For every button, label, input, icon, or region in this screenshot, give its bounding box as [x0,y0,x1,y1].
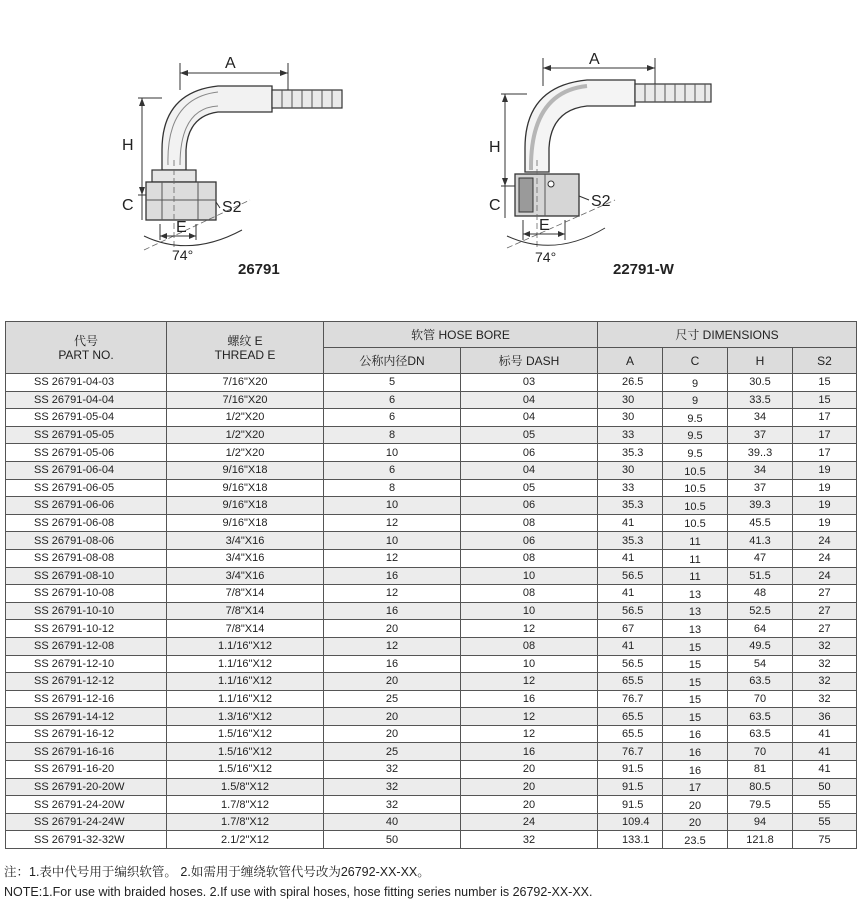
cell-dn: 32 [324,761,461,779]
cell-dash: 04 [461,461,598,479]
cell-part-no: SS 26791-14-12 [6,708,167,726]
cell-h: 63.5 [728,673,793,691]
cell-thread: 1.1/16"X12 [167,690,324,708]
cell-part-no: SS 26791-05-06 [6,444,167,462]
cell-dn: 8 [324,479,461,497]
cell-c: 10.5 [663,479,728,497]
cell-c: 20 [663,796,728,814]
cell-h: 39.3 [728,497,793,515]
cell-a: 91.5 [598,761,663,779]
cell-h: 94 [728,813,793,831]
cell-dash: 32 [461,831,598,849]
cell-dn: 25 [324,690,461,708]
cell-thread: 1.3/16"X12 [167,708,324,726]
header-thread [167,322,324,374]
cell-s2: 55 [793,796,857,814]
cell-s2: 41 [793,725,857,743]
cell-h: 54 [728,655,793,673]
cell-c: 9.5 [663,444,728,462]
cell-h: 41.3 [728,532,793,550]
cell-dash: 08 [461,637,598,655]
table-row [6,409,857,427]
dim-label-a: A [225,55,236,72]
cell-thread: 9/16"X18 [167,479,324,497]
cell-dn: 16 [324,602,461,620]
cell-s2: 17 [793,426,857,444]
cell-dash: 12 [461,708,598,726]
cell-part-no: SS 26791-16-16 [6,743,167,761]
cell-a: 41 [598,514,663,532]
cell-dash: 05 [461,479,598,497]
cell-thread: 1.5/16"X12 [167,761,324,779]
table-row [6,549,857,567]
dim-label-h: H [122,137,134,154]
cell-part-no: SS 26791-16-20 [6,761,167,779]
cell-thread: 9/16"X18 [167,497,324,515]
cell-c: 11 [663,549,728,567]
elbow-fitting-diagram [100,0,400,300]
table-body [6,374,857,849]
cell-s2: 50 [793,778,857,796]
cell-thread: 1.1/16"X12 [167,673,324,691]
cell-s2: 32 [793,673,857,691]
cell-s2: 19 [793,497,857,515]
cell-thread: 1.5/16"X12 [167,725,324,743]
spec-table [5,321,857,849]
cell-dash: 10 [461,655,598,673]
dim-label-c: C [489,197,501,214]
cell-s2: 41 [793,761,857,779]
table-row [6,813,857,831]
cell-dn: 6 [324,391,461,409]
cell-c: 11 [663,567,728,585]
cell-part-no: SS 26791-05-04 [6,409,167,427]
cell-a: 65.5 [598,708,663,726]
cell-a: 41 [598,585,663,603]
cell-dn: 20 [324,725,461,743]
cell-dash: 05 [461,426,598,444]
cell-dn: 12 [324,514,461,532]
cell-thread: 9/16"X18 [167,514,324,532]
dim-label-e: E [176,219,187,236]
drawings-area [0,0,860,300]
cell-part-no: SS 26791-10-12 [6,620,167,638]
cell-dn: 50 [324,831,461,849]
cell-dn: 25 [324,743,461,761]
cell-a: 76.7 [598,743,663,761]
table-row [6,497,857,515]
cell-dash: 24 [461,813,598,831]
cell-dash: 08 [461,549,598,567]
cell-part-no: SS 26791-08-10 [6,567,167,585]
table-header [6,322,857,374]
cell-thread: 7/16"X20 [167,374,324,392]
notes [4,862,592,902]
cell-s2: 32 [793,655,857,673]
cell-s2: 24 [793,532,857,550]
cell-a: 56.5 [598,602,663,620]
table-row [6,673,857,691]
header-part-no-en: PART NO. [58,347,114,362]
cell-h: 64 [728,620,793,638]
cell-s2: 27 [793,620,857,638]
cell-thread: 1.1/16"X12 [167,637,324,655]
table-row [6,585,857,603]
cell-part-no: SS 26791-12-08 [6,637,167,655]
cell-a: 41 [598,549,663,567]
table-row [6,637,857,655]
cell-dn: 20 [324,708,461,726]
cell-dn: 10 [324,444,461,462]
cell-dn: 32 [324,796,461,814]
cell-dn: 6 [324,461,461,479]
cell-a: 33 [598,479,663,497]
header-thread-cn: 螺纹 E [227,333,263,348]
cell-part-no: SS 26791-06-06 [6,497,167,515]
cell-h: 52.5 [728,602,793,620]
cell-h: 51.5 [728,567,793,585]
cell-h: 49.5 [728,637,793,655]
cell-part-no: SS 26791-06-05 [6,479,167,497]
cell-c: 15 [663,708,728,726]
note-chinese: 注：1.表中代号用于编织软管。 2.如需用于缠绕软管代号改为26792-XX-XX。 [4,865,430,879]
cell-c: 13 [663,602,728,620]
cell-dn: 40 [324,813,461,831]
cell-h: 34 [728,461,793,479]
header-a: A [598,348,663,374]
cell-c: 13 [663,585,728,603]
cell-c: 16 [663,725,728,743]
cell-part-no: SS 26791-10-10 [6,602,167,620]
cell-s2: 17 [793,444,857,462]
table-row [6,725,857,743]
cell-c: 9.5 [663,426,728,444]
cell-part-no: SS 26791-24-24W [6,813,167,831]
cell-h: 81 [728,761,793,779]
table-row [6,514,857,532]
cell-dash: 06 [461,497,598,515]
cell-dn: 10 [324,532,461,550]
cell-part-no: SS 26791-12-10 [6,655,167,673]
cell-a: 76.7 [598,690,663,708]
cell-a: 30 [598,409,663,427]
cell-dash: 04 [461,409,598,427]
table-row [6,620,857,638]
cell-c: 10.5 [663,514,728,532]
cell-c: 16 [663,761,728,779]
cell-s2: 55 [793,813,857,831]
cell-part-no: SS 26791-08-08 [6,549,167,567]
header-h: H [728,348,793,374]
cell-dash: 06 [461,444,598,462]
table-row [6,567,857,585]
cell-thread: 2.1/2"X12 [167,831,324,849]
cell-a: 65.5 [598,673,663,691]
cell-s2: 24 [793,549,857,567]
cell-c: 17 [663,778,728,796]
cell-a: 35.3 [598,444,663,462]
angle-label: 74° [535,249,557,265]
cell-part-no: SS 26791-10-08 [6,585,167,603]
cell-dash: 08 [461,585,598,603]
cell-c: 13 [663,620,728,638]
cell-a: 133.1 [598,831,663,849]
cell-h: 34 [728,409,793,427]
cell-dash: 12 [461,673,598,691]
cell-dn: 10 [324,497,461,515]
model-number: 22791-W [613,261,674,278]
cell-h: 79.5 [728,796,793,814]
cell-c: 10.5 [663,461,728,479]
table-row [6,743,857,761]
table-row [6,374,857,392]
cell-c: 20 [663,813,728,831]
angle-label: 74° [172,247,194,263]
cell-a: 67 [598,620,663,638]
cell-thread: 1.7/8"X12 [167,813,324,831]
cell-s2: 27 [793,585,857,603]
cell-a: 35.3 [598,532,663,550]
cell-s2: 15 [793,374,857,392]
table-row [6,761,857,779]
cell-thread: 1.5/16"X12 [167,743,324,761]
cell-part-no: SS 26791-24-20W [6,796,167,814]
cell-h: 37 [728,479,793,497]
cell-h: 45.5 [728,514,793,532]
table-row [6,479,857,497]
cell-a: 91.5 [598,796,663,814]
dim-label-s2: S2 [222,199,242,216]
elbow-fitting-diagram [475,0,775,300]
cell-thread: 1/2"X20 [167,444,324,462]
cell-part-no: SS 26791-16-12 [6,725,167,743]
cell-dn: 12 [324,637,461,655]
cell-part-no: SS 26791-12-16 [6,690,167,708]
model-number: 26791 [238,261,280,278]
table-row [6,426,857,444]
cell-dn: 32 [324,778,461,796]
cell-dn: 20 [324,673,461,691]
cell-dn: 8 [324,426,461,444]
fitting-drawing-26791 [100,0,400,300]
cell-c: 9.5 [663,409,728,427]
cell-s2: 19 [793,461,857,479]
table-row [6,461,857,479]
cell-h: 63.5 [728,708,793,726]
cell-h: 33.5 [728,391,793,409]
cell-dn: 16 [324,655,461,673]
cell-thread: 1.1/16"X12 [167,655,324,673]
cell-part-no: SS 26791-20-20W [6,778,167,796]
cell-h: 39..3 [728,444,793,462]
cell-dash: 20 [461,778,598,796]
cell-thread: 3/4"X16 [167,567,324,585]
cell-s2: 24 [793,567,857,585]
cell-part-no: SS 26791-06-08 [6,514,167,532]
cell-a: 65.5 [598,725,663,743]
cell-dn: 20 [324,620,461,638]
cell-h: 70 [728,690,793,708]
cell-s2: 75 [793,831,857,849]
cell-part-no: SS 26791-04-03 [6,374,167,392]
cell-h: 30.5 [728,374,793,392]
header-dn: 公称内径DN [324,348,461,374]
cell-dash: 16 [461,743,598,761]
cell-dash: 16 [461,690,598,708]
cell-a: 91.5 [598,778,663,796]
cell-thread: 3/4"X16 [167,532,324,550]
cell-dn: 12 [324,549,461,567]
cell-a: 56.5 [598,567,663,585]
cell-thread: 7/8"X14 [167,585,324,603]
cell-dash: 10 [461,602,598,620]
dim-label-e: E [539,217,550,234]
table-row [6,778,857,796]
header-hose-bore: 软管 HOSE BORE [324,322,598,348]
table-row [6,655,857,673]
cell-part-no: SS 26791-04-04 [6,391,167,409]
cell-c: 15 [663,637,728,655]
table-row [6,690,857,708]
table-row [6,831,857,849]
table-row [6,708,857,726]
cell-dn: 16 [324,567,461,585]
cell-c: 10.5 [663,497,728,515]
cell-dash: 08 [461,514,598,532]
cell-dash: 04 [461,391,598,409]
table-row [6,796,857,814]
cell-dash: 10 [461,567,598,585]
cell-dash: 20 [461,761,598,779]
cell-c: 23.5 [663,831,728,849]
cell-a: 30 [598,461,663,479]
cell-a: 56.5 [598,655,663,673]
cell-h: 63.5 [728,725,793,743]
cell-h: 47 [728,549,793,567]
header-dimensions: 尺寸 DIMENSIONS [598,322,857,348]
header-part-no-cn: 代号 [73,333,98,348]
cell-thread: 1.5/8"X12 [167,778,324,796]
cell-s2: 27 [793,602,857,620]
cell-c: 15 [663,655,728,673]
cell-part-no: SS 26791-05-05 [6,426,167,444]
cell-a: 41 [598,637,663,655]
cell-part-no: SS 26791-06-04 [6,461,167,479]
note-english: NOTE:1.For use with braided hoses. 2.If use with spiral hoses, hose fitting series number is 26792-XX-XX. [4,885,593,899]
dim-label-s2: S2 [591,193,611,210]
header-s2: S2 [793,348,857,374]
cell-h: 70 [728,743,793,761]
cell-s2: 32 [793,637,857,655]
cell-a: 26.5 [598,374,663,392]
cell-s2: 36 [793,708,857,726]
cell-part-no: SS 26791-08-06 [6,532,167,550]
cell-dash: 03 [461,374,598,392]
table-row [6,391,857,409]
table-row [6,444,857,462]
cell-part-no: SS 26791-32-32W [6,831,167,849]
table-row [6,532,857,550]
cell-dn: 12 [324,585,461,603]
cell-thread: 7/8"X14 [167,620,324,638]
cell-a: 109.4 [598,813,663,831]
cell-thread: 1/2"X20 [167,426,324,444]
cell-thread: 1.7/8"X12 [167,796,324,814]
cell-thread: 9/16"X18 [167,461,324,479]
cell-s2: 17 [793,409,857,427]
cell-dash: 20 [461,796,598,814]
cell-s2: 32 [793,690,857,708]
dim-label-c: C [122,197,134,214]
dim-label-a: A [589,51,600,68]
cell-thread: 1/2"X20 [167,409,324,427]
cell-thread: 7/8"X14 [167,602,324,620]
cell-c: 15 [663,673,728,691]
cell-a: 33 [598,426,663,444]
cell-dn: 5 [324,374,461,392]
cell-a: 30 [598,391,663,409]
cell-h: 37 [728,426,793,444]
cell-part-no: SS 26791-12-12 [6,673,167,691]
cell-thread: 7/16"X20 [167,391,324,409]
cell-s2: 15 [793,391,857,409]
table-row [6,602,857,620]
cell-h: 121.8 [728,831,793,849]
cell-c: 11 [663,532,728,550]
cell-s2: 19 [793,514,857,532]
cell-a: 35.3 [598,497,663,515]
cell-s2: 41 [793,743,857,761]
cell-c: 16 [663,743,728,761]
header-thread-en: THREAD E [214,347,276,362]
cell-c: 9 [663,391,728,409]
header-c: C [663,348,728,374]
cell-s2: 19 [793,479,857,497]
dim-label-h: H [489,139,501,156]
cell-dash: 12 [461,620,598,638]
cell-dash: 06 [461,532,598,550]
cell-dn: 6 [324,409,461,427]
cell-thread: 3/4"X16 [167,549,324,567]
fitting-drawing-22791-w [475,0,775,300]
cell-c: 15 [663,690,728,708]
cell-h: 80.5 [728,778,793,796]
cell-h: 48 [728,585,793,603]
header-dash: 标号 DASH [461,348,598,374]
cell-dash: 12 [461,725,598,743]
header-part-no [6,322,167,374]
cell-c: 9 [663,374,728,392]
